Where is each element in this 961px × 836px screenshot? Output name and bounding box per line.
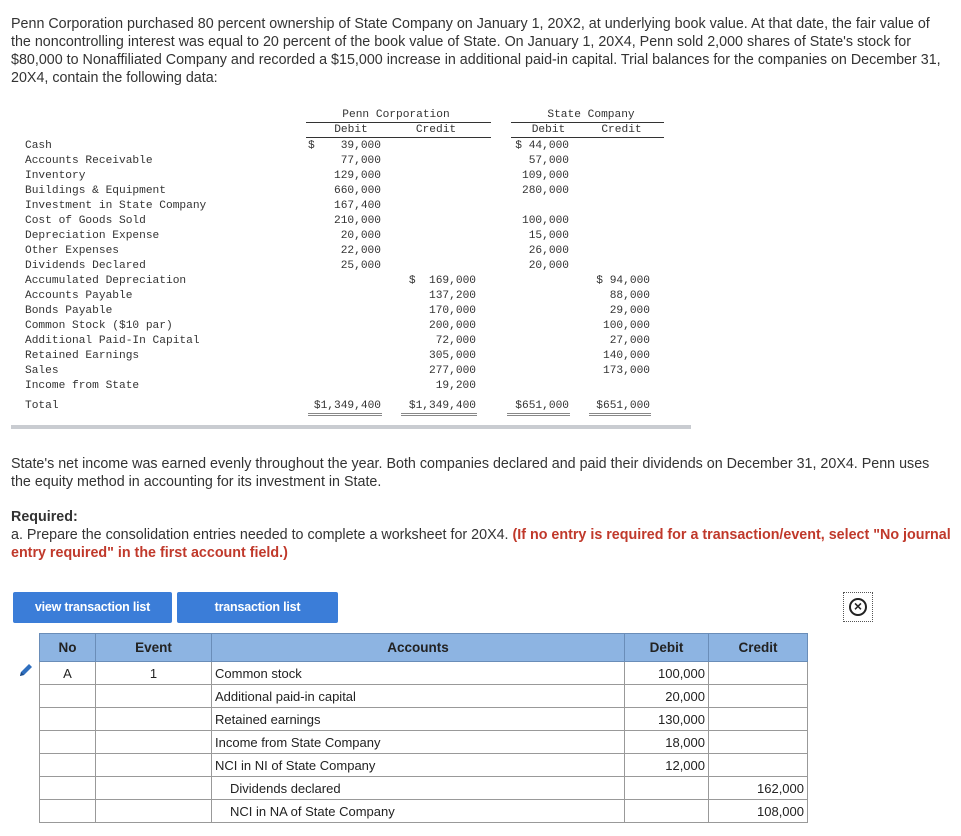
tb-state-debit: 15,000 xyxy=(528,230,569,242)
credit-field[interactable]: 162,000 xyxy=(709,777,808,800)
tb-account-label: Investment in State Company xyxy=(25,200,207,212)
col-event: Event xyxy=(96,634,212,662)
debit-field[interactable]: 12,000 xyxy=(625,754,709,777)
tb-account-label: Depreciation Expense xyxy=(25,230,160,242)
tb-account-label: Bonds Payable xyxy=(25,305,113,317)
journal-row xyxy=(40,754,808,777)
debit-field[interactable]: 18,000 xyxy=(625,731,709,754)
state-credit-header: Credit xyxy=(601,124,642,136)
tb-account-label: Accumulated Depreciation xyxy=(25,275,187,287)
credit-field[interactable] xyxy=(709,731,808,754)
entry-number-empty xyxy=(40,754,96,777)
tb-penn-credit: 200,000 xyxy=(429,320,476,332)
state-header: State Company xyxy=(547,109,635,121)
account-field[interactable]: Additional paid-in capital xyxy=(212,685,625,708)
col-credit: Credit xyxy=(709,634,808,662)
tb-state-debit: 109,000 xyxy=(522,170,569,182)
tb-account-label: Accounts Receivable xyxy=(25,155,153,167)
tb-penn-credit: 137,200 xyxy=(429,290,476,302)
tb-penn-credit: 19,200 xyxy=(435,380,476,392)
journal-entry-table xyxy=(39,633,808,823)
tb-penn-debit: 210,000 xyxy=(334,215,381,227)
debit-field[interactable]: 130,000 xyxy=(625,708,709,731)
event-number-empty xyxy=(96,708,212,731)
journal-row xyxy=(40,777,808,800)
entry-number-empty xyxy=(40,731,96,754)
debit-field[interactable] xyxy=(625,800,709,823)
penn-debit-header: Debit xyxy=(334,124,368,136)
col-debit: Debit xyxy=(625,634,709,662)
event-number-empty xyxy=(96,754,212,777)
required-text xyxy=(11,526,951,562)
tb-account-label: Additional Paid-In Capital xyxy=(25,335,200,347)
tb-account-label: Cost of Goods Sold xyxy=(25,215,146,227)
entry-number: A xyxy=(40,662,96,685)
account-field[interactable]: Income from State Company xyxy=(212,731,625,754)
event-number-empty xyxy=(96,685,212,708)
journal-row xyxy=(40,685,808,708)
tb-account-label: Common Stock ($10 par) xyxy=(25,320,173,332)
tb-total-penn-credit: $1,349,400 xyxy=(408,400,476,412)
event-number: 1 xyxy=(96,662,212,685)
credit-field[interactable] xyxy=(709,708,808,731)
tb-account-label: Income from State xyxy=(25,380,140,392)
pencil-icon[interactable] xyxy=(18,662,34,678)
table-bottom-bar xyxy=(11,425,691,429)
tb-penn-debit: 22,000 xyxy=(340,245,381,257)
tb-account-label: Buildings & Equipment xyxy=(25,185,166,197)
tb-state-debit: 26,000 xyxy=(528,245,569,257)
journal-row xyxy=(40,708,808,731)
tb-account-label: Dividends Declared xyxy=(25,260,146,272)
tb-state-debit: 280,000 xyxy=(522,185,569,197)
account-field[interactable]: Retained earnings xyxy=(212,708,625,731)
tb-penn-credit: 170,000 xyxy=(429,305,476,317)
event-number-empty xyxy=(96,800,212,823)
tb-state-credit: 29,000 xyxy=(609,305,650,317)
tb-penn-debit: 129,000 xyxy=(334,170,381,182)
tb-account-label: Inventory xyxy=(25,170,86,182)
col-no: No xyxy=(40,634,96,662)
tb-state-credit: 88,000 xyxy=(609,290,650,302)
tb-state-debit: 57,000 xyxy=(528,155,569,167)
required-task: a. Prepare the consolidation entries needed to complete a worksheet for 20X4. xyxy=(11,527,509,543)
tb-state-credit: 140,000 xyxy=(603,350,650,362)
account-field[interactable]: Common stock xyxy=(212,662,625,685)
penn-header: Penn Corporation xyxy=(342,109,450,121)
tb-penn-debit: 77,000 xyxy=(340,155,381,167)
account-field[interactable]: Dividends declared xyxy=(212,777,625,800)
tb-account-label: Retained Earnings xyxy=(25,350,140,362)
tb-state-debit: 100,000 xyxy=(522,215,569,227)
tb-state-credit: $ 94,000 xyxy=(596,275,650,287)
account-field[interactable]: NCI in NI of State Company xyxy=(212,754,625,777)
tb-state-debit: 20,000 xyxy=(528,260,569,272)
event-number-empty xyxy=(96,777,212,800)
tb-total-penn-debit: $1,349,400 xyxy=(313,400,381,412)
tb-total-label: Total xyxy=(25,400,59,412)
entry-number-empty xyxy=(40,777,96,800)
transaction-list-button[interactable]: transaction list xyxy=(177,592,338,623)
problem-intro: Penn Corporation purchased 80 percent ownership of State Company on January 1, 20X2, at underlying book value. At that date, the fair value of the noncontrolling interest was equal to 20 percent of the book value of State. On January 1, 20X4, Penn sold 2,000 shares of State's stock for $80,000 to Nonaffiliated Company and recorded a $15,000 increase in additional paid-in capital. Trial balances for the companies on December 31, 20X4, contain the following data: xyxy=(11,16,941,86)
tb-penn-credit: 305,000 xyxy=(429,350,476,362)
debit-field[interactable] xyxy=(625,777,709,800)
state-debit-header: Debit xyxy=(531,124,566,136)
tb-penn-debit: 660,000 xyxy=(334,185,381,197)
tb-penn-credit: $ 169,000 xyxy=(408,275,476,287)
problem-note: State's net income was earned evenly throughout the year. Both companies declared and paid their dividends on December 31, 20X4. Penn uses the equity method in accounting for its investment in State. xyxy=(11,456,930,490)
credit-field[interactable] xyxy=(709,685,808,708)
tb-account-label: Cash xyxy=(25,140,52,152)
tb-penn-debit-value: 39,000 xyxy=(340,140,381,152)
entry-number-empty xyxy=(40,708,96,731)
close-icon[interactable]: × xyxy=(843,592,873,622)
tb-penn-credit: 72,000 xyxy=(435,335,476,347)
tb-state-credit: 173,000 xyxy=(603,365,650,377)
tb-penn-credit: 277,000 xyxy=(429,365,476,377)
journal-row xyxy=(40,731,808,754)
col-accounts: Accounts xyxy=(212,634,625,662)
tb-account-label: Accounts Payable xyxy=(25,290,133,302)
credit-field[interactable] xyxy=(709,754,808,777)
required-instruction: (If no entry is required for a transaction/event, select "No journal entry required" in the first account field.) xyxy=(11,527,951,561)
debit-field[interactable]: 20,000 xyxy=(625,685,709,708)
tb-penn-debit: 20,000 xyxy=(340,230,381,242)
view-transaction-list-button[interactable]: view transaction list xyxy=(13,592,172,623)
tb-state-debit: $ 44,000 xyxy=(515,140,569,152)
penn-credit-header: Credit xyxy=(415,124,457,136)
tb-penn-debit: 25,000 xyxy=(340,260,381,272)
trial-balance-table xyxy=(11,107,691,428)
journal-row xyxy=(40,800,808,823)
tb-total-state-credit: $651,000 xyxy=(596,400,650,412)
tb-penn-debit: $ xyxy=(308,140,315,152)
debit-field[interactable]: 100,000 xyxy=(625,662,709,685)
entry-number-empty xyxy=(40,800,96,823)
required-label: Required: xyxy=(11,509,78,525)
tb-account-label: Sales xyxy=(25,365,59,377)
account-field[interactable]: NCI in NA of State Company xyxy=(212,800,625,823)
credit-field[interactable]: 108,000 xyxy=(709,800,808,823)
journal-row xyxy=(40,662,808,685)
entry-number-empty xyxy=(40,685,96,708)
tb-state-credit: 27,000 xyxy=(609,335,650,347)
tb-account-label: Other Expenses xyxy=(25,245,119,257)
tb-total-state-debit: $651,000 xyxy=(515,400,569,412)
tb-state-credit: 100,000 xyxy=(603,320,650,332)
credit-field[interactable] xyxy=(709,662,808,685)
tb-penn-debit: 167,400 xyxy=(334,200,381,212)
event-number-empty xyxy=(96,731,212,754)
